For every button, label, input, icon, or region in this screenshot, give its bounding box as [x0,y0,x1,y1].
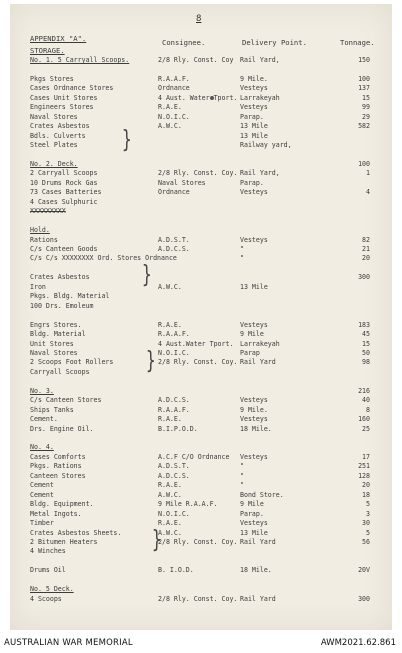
delivery-point-cell: 18 Mile. [240,566,272,575]
table-row [10,264,392,273]
table-row [10,472,392,481]
item-description: Cases Unit Stores [30,93,98,102]
tonnage-cell: 15 [362,339,370,348]
item-description: 2 Carryall Scoops [30,169,98,178]
delivery-point-cell: Bond Store. [240,490,284,499]
consignee-cell: A.W.C. [158,528,182,537]
consignee-cell: R.A.E. [158,481,182,490]
delivery-point-cell: " [240,481,244,490]
item-description: Cases Comforts [30,452,86,461]
table-row [10,141,392,150]
table-row [10,169,392,178]
consignee-cell: R.A.A.F. [158,405,190,414]
tonnage-cell: 1 [366,169,370,178]
section-heading-row [10,585,392,594]
tonnage-cell: 160 [358,415,370,424]
section-heading-row [10,226,392,235]
item-description: Cement [30,481,54,490]
item-description: Metal Ingots. [30,509,82,518]
table-row [10,547,392,556]
brace-mark: } [146,346,156,375]
tonnage-cell: 82 [362,235,370,244]
delivery-point-cell: 13 Mile [240,282,268,291]
section-heading-row [10,387,392,396]
delivery-point-cell: 18 Mile. [240,424,272,433]
consignee-cell: A.D.C.S. [158,245,190,253]
tonnage-cell: 30 [362,519,370,528]
column-header-tonnage: Tonnage. [340,38,375,47]
tonnage-cell: 50 [362,348,370,357]
delivery-point-cell: " [240,245,244,253]
tonnage-cell: 98 [362,358,370,367]
table-row [10,491,392,500]
delivery-point-cell: " [240,462,244,471]
item-description: Iron [30,282,46,291]
table-row [10,113,392,122]
consignee-cell: N.O.I.C. [158,348,190,357]
tonnage-cell: 21 [362,245,370,253]
table-row [10,273,392,282]
archive-name: AUSTRALIAN WAR MEMORIAL [4,638,133,648]
item-description: 2 Scoops Foot Rollers [30,358,114,367]
table-row [10,529,392,538]
item-description: 4 Winches [30,547,66,556]
tonnage-cell: 18 [362,490,370,499]
delivery-point-cell: Parap. [240,112,264,121]
table-row [10,254,392,263]
delivery-point-cell: " [240,471,244,480]
table-row [10,330,392,339]
table-row [10,321,392,330]
consignee-cell: R.A.A.F. [158,330,190,339]
delivery-point-cell: " [240,254,244,263]
table-row [10,595,392,604]
delivery-point-cell: Rail Yard, [240,169,280,178]
table-row [10,396,392,405]
table-row [10,566,392,575]
consignee-cell: Ordnance [158,188,190,197]
consignee-cell: R.A.E. [158,320,182,329]
table-row [10,481,392,490]
tonnage-cell: 99 [362,103,370,112]
consignee-cell: A.D.C.S. [158,471,190,480]
item-description: Bldg. Equipment. [30,500,94,509]
tonnage-cell: 251 [358,462,370,471]
section-heading-row [10,56,392,65]
item-description: XXXXXXXXX [30,207,66,216]
item-description: Pkgs. Bldg. Material [30,292,110,301]
archive-footer [0,635,402,653]
consignee-cell: R.A.E. [158,519,182,528]
table-row [10,132,392,141]
brace-mark: } [142,260,152,289]
consignee-cell: Naval Stores [158,178,206,187]
tonnage-cell: 20V [358,566,370,575]
table-row [10,434,392,443]
item-description: Drs. Engine Oil. [30,424,94,433]
table-row [10,415,392,424]
consignee-cell: 2/8 Rly. Const. Coy [158,56,234,64]
table-row [10,103,392,112]
table-row [10,557,392,566]
item-description: Hold. [30,226,50,235]
item-description: Rations [30,235,58,244]
item-description: C/s Canteen Stores [30,396,102,405]
table-row [10,245,392,254]
table-row [10,425,392,434]
table-row [10,500,392,509]
consignee-cell: 9 Mile R.A.A.F. [158,500,218,509]
consignee-cell: A.C.F C/O Ordnance [158,452,230,461]
tonnage-cell: 5 [366,528,370,537]
delivery-point-cell: 13 Mile [240,131,268,140]
table-row [10,217,392,226]
delivery-point-cell: Rail Yard [240,594,276,603]
table-row [10,377,392,386]
consignee-cell: A.D.S.T. [158,462,190,471]
consignee-cell: 2/8 Rly. Const. Coy. [158,594,238,603]
delivery-point-cell: Vesteys [240,320,268,329]
table-row [10,84,392,93]
item-description: No. 5 Deck. [30,585,74,594]
item-description: No. 1. 5 Carryall Scoops. [30,56,130,64]
tonnage-cell: 100 [358,159,370,168]
section-heading-row [10,443,392,452]
column-header-delivery-point: Delivery Point. [242,38,307,47]
delivery-point-cell: Parap [240,348,260,357]
consignee-cell: R.A.A.F. [158,74,190,83]
item-description: Crates Asbestos [30,122,90,131]
tonnage-cell: 8 [366,405,370,414]
consignee-cell: A.W.C. [158,490,182,499]
item-description: Cases Ordnance Stores [30,84,114,93]
consignee-cell: B.I.P.O.D. [158,424,198,433]
consignee-cell: 4 Aust. Water Tport. [158,93,238,102]
item-description: Drums Oil [30,566,66,575]
item-description: No. 3. [30,386,54,395]
tonnage-cell: 56 [362,537,370,546]
table-row [10,358,392,367]
tonnage-cell: 15 [362,93,370,102]
table-row [10,283,392,292]
item-description: Naval Stores [30,348,78,357]
delivery-point-cell: Parap. [240,509,264,518]
item-description: No. 2. Deck. [30,159,78,168]
delivery-point-cell: Rail Yard [240,358,276,367]
delivery-point-cell: Vesteys [240,519,268,528]
table-row [10,236,392,245]
consignee-cell: Ordnance [158,84,190,93]
consignee-cell: A.W.C. [158,122,182,131]
item-description: Pkgs Stores [30,74,74,83]
item-description: Cement. [30,415,58,424]
tonnage-cell: 300 [358,594,370,603]
consignee-cell: R.A.E. [158,415,182,424]
tonnage-cell: 3 [366,509,370,518]
consignee-cell: 2/8 Rly. Const. Coy. [158,169,238,178]
item-description: Timber [30,519,54,528]
item-description: Bldg. Material [30,330,86,339]
item-description: Cement [30,490,54,499]
tonnage-cell: 216 [358,386,370,395]
table-row [10,292,392,301]
delivery-point-cell: Vesteys [240,452,268,461]
delivery-point-cell: 9 Mile. [240,74,268,83]
table-row [10,349,392,358]
consignee-cell: N.O.I.C. [158,112,190,121]
consignee-cell: 4 Aust.Water Tport. [158,339,234,348]
delivery-point-cell: Vesteys [240,84,268,93]
table-row [10,368,392,377]
item-description: No. 4. [30,443,54,452]
tonnage-cell: 45 [362,330,370,339]
delivery-point-cell: Vesteys [240,415,268,424]
delivery-point-cell: Vesteys [240,188,268,197]
tonnage-cell: 20 [362,254,370,263]
tonnage-cell: 29 [362,112,370,121]
table-row [10,302,392,311]
delivery-point-cell: 13 Mile [240,528,268,537]
delivery-point-cell: Railway yard, [240,141,292,150]
item-description: Steel Plates [30,141,78,150]
item-description: Bdls. Culverts [30,131,86,140]
tonnage-cell: 4 [366,188,370,197]
delivery-point-cell: Rail Yard, [240,56,280,64]
appendix-heading: APPENDIX "A". [30,34,87,43]
tonnage-cell: 100 [358,74,370,83]
item-description: 4 Cases Sulphuric [30,197,98,206]
table-row [10,179,392,188]
table-row [10,576,392,585]
tonnage-cell: 25 [362,424,370,433]
table-row [10,207,392,216]
archive-reference: AWM2021.62.861 [320,638,396,648]
tonnage-cell: 137 [358,84,370,93]
delivery-point-cell: 9 Mile [240,500,264,509]
brace-mark: } [152,525,162,554]
item-description: Unit Stores [30,339,74,348]
delivery-point-cell: Vesteys [240,396,268,405]
tonnage-cell: 128 [358,471,370,480]
consignee-cell: 2/8 Rly. Const. Coy. [158,358,238,367]
tonnage-cell: 150 [358,56,370,64]
consignee-cell: A.D.S.T. [158,235,190,244]
item-description: 100 Drs. Emoleum [30,301,94,310]
page-number: 8 [196,14,202,24]
item-description: C/s Canteen Goods [30,245,98,253]
table-row [10,510,392,519]
table-row [10,151,392,160]
delivery-point-cell: Larrakeyah [240,339,280,348]
table-row [10,340,392,349]
table-row [10,188,392,197]
tonnage-cell: 300 [358,273,370,282]
brace-mark: } [122,125,132,154]
table-row [10,406,392,415]
column-header-consignee: Consignee. [162,38,206,47]
table-row [10,538,392,547]
item-description: 4 Scoops [30,594,62,603]
item-description: 2 Bitumen Heaters [30,537,98,546]
consignee-cell: N.O.I.C. [158,509,190,518]
item-description: Engrs Stores. [30,320,82,329]
consignee-cell: R.A.E. [158,103,182,112]
delivery-point-cell: Parap. [240,178,264,187]
item-description: Engineers Stores [30,103,94,112]
delivery-point-cell: Rail Yard [240,537,276,546]
document-page [10,4,392,630]
consignee-cell: A.W.C. [158,282,182,291]
tonnage-cell: 582 [358,122,370,131]
tonnage-cell: 5 [366,500,370,509]
item-description: 73 Cases Batteries [30,188,102,197]
table-row [10,462,392,471]
item-description: Naval Stores [30,112,78,121]
consignee-cell: 2/8 Rly. Const. Coy. [158,537,238,546]
item-description: Canteen Stores [30,471,86,480]
tonnage-cell: 20 [362,481,370,490]
item-description: Ships Tanks [30,405,74,414]
delivery-point-cell: Vesteys [240,235,268,244]
table-row [10,311,392,320]
delivery-point-cell: Larrakeyah [240,93,280,102]
column-header-storage: STORAGE. [30,46,65,55]
table-row [10,198,392,207]
delivery-point-cell: 13 Mile [240,122,268,131]
item-description: 10 Drums Rock Gas [30,178,98,187]
item-description: Crates Asbestos Sheets. [30,528,122,537]
item-description: C/s C/s XXXXXXXX Ord. Stores Ordnance [30,254,177,263]
table-row [10,65,392,74]
item-description: Pkgs. Rations [30,462,82,471]
section-heading-row [10,160,392,169]
item-description: Crates Asbestos [30,273,90,282]
item-description: Carryall Scoops [30,367,90,376]
table-row [10,519,392,528]
tonnage-cell: 17 [362,452,370,461]
table-row [10,75,392,84]
delivery-point-cell: Vesteys [240,103,268,112]
tonnage-cell: 40 [362,396,370,405]
delivery-point-cell: 9 Mile [240,330,264,339]
consignee-cell: A.D.C.S. [158,396,190,405]
delivery-point-cell: 9 Mile. [240,405,268,414]
tonnage-cell: 183 [358,320,370,329]
consignee-cell: B. I.O.D. [158,566,194,575]
table-row [10,122,392,131]
table-row [10,453,392,462]
table-row [10,94,392,103]
